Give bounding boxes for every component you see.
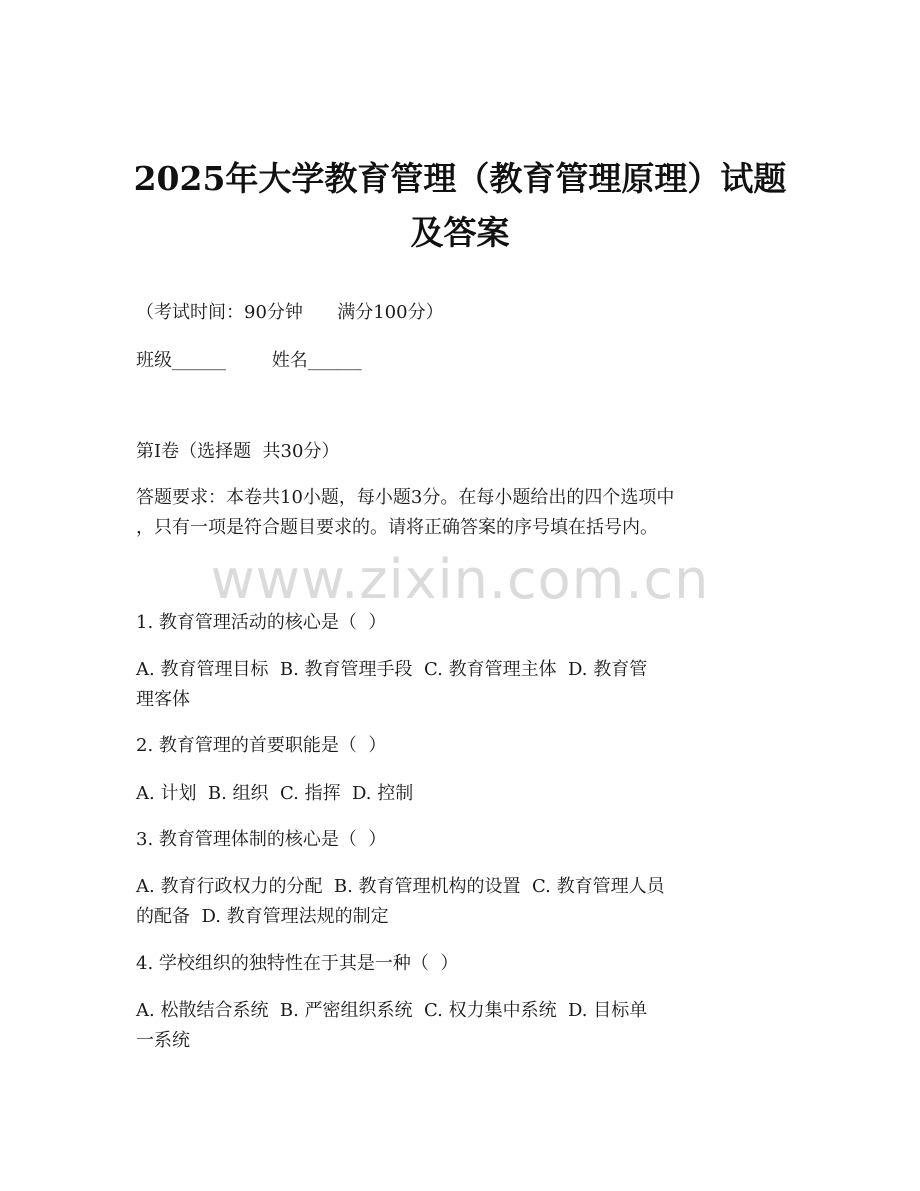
- question-4-options: [136, 996, 776, 1056]
- question-2-options: A. 计划 B. 组织 C. 指挥 D. 控制: [136, 783, 414, 804]
- instructions-line-1: 答题要求：本卷共10小题，每小题3分。在每小题给出的四个选项中: [136, 487, 675, 508]
- question-3-options-line-1: A. 教育行政权力的分配 B. 教育管理机构的设置 C. 教育管理人员: [136, 876, 665, 897]
- exam-info: （考试时间：90分钟 满分100分）: [136, 302, 444, 323]
- watermark: www.zixin.com.cn: [210, 548, 710, 611]
- question-1-stem: 1. 教育管理活动的核心是（ ）: [136, 612, 387, 633]
- title-line-2: 及答案: [410, 213, 510, 252]
- class-name-fields: 班级______ 姓名______: [136, 350, 362, 371]
- question-3-options: [136, 872, 776, 932]
- section-heading: 第I卷（选择题 共30分）: [136, 441, 340, 462]
- document-title: [0, 152, 920, 260]
- question-3-options-line-2: 的配备 D. 教育管理法规的制定: [136, 906, 389, 927]
- question-1-options-line-1: A. 教育管理目标 B. 教育管理手段 C. 教育管理主体 D. 教育管: [136, 659, 648, 680]
- question-1-options-line-2: 理客体: [136, 689, 190, 710]
- question-4-stem: 4. 学校组织的独特性在于其是一种（ ）: [136, 953, 459, 974]
- question-4-options-line-1: A. 松散结合系统 B. 严密组织系统 C. 权力集中系统 D. 目标单: [136, 1000, 648, 1021]
- question-1-options: [136, 655, 776, 715]
- title-line-1: 2025年大学教育管理（教育管理原理）试题: [133, 159, 787, 198]
- question-4-options-line-2: 一系统: [136, 1030, 190, 1051]
- question-2-stem: 2. 教育管理的首要职能是（ ）: [136, 735, 387, 756]
- answer-instructions: [136, 483, 776, 543]
- instructions-line-2: ，只有一项是符合题目要求的。请将正确答案的序号填在括号内。: [136, 517, 658, 538]
- question-3-stem: 3. 教育管理体制的核心是（ ）: [136, 829, 387, 850]
